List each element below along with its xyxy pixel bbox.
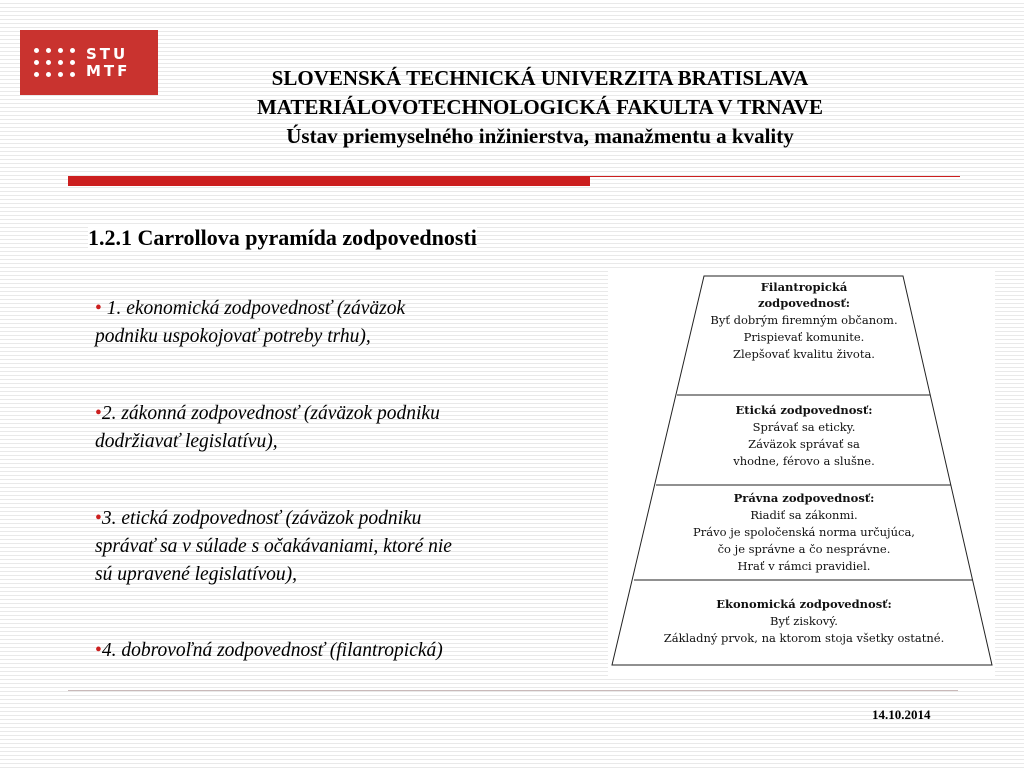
tier-line: Záväzok správať sa <box>748 437 860 451</box>
bullet-text: 4. dobrovoľná zodpovednosť (filantropická) <box>101 640 443 661</box>
pyramid-diagram <box>608 268 995 678</box>
tier-line: Prispievať komunite. <box>743 330 865 344</box>
bullet-text: správať sa v súlade s očakávaniami, ktoré nie <box>95 536 452 557</box>
tier-title: Ekonomická zodpovednosť: <box>716 597 892 611</box>
bullet-item-2 <box>95 400 440 456</box>
header-faculty: MATERIÁLOVOTECHNOLOGICKÁ FAKULTA V TRNAVE <box>256 95 824 119</box>
tier-line: Základný prvok, na ktorom stoja všetky ostatné. <box>663 631 945 645</box>
tier-line: vhodne, férovo a slušne. <box>733 454 875 468</box>
stu-mtf-logo <box>20 30 158 95</box>
logo-text <box>86 46 130 80</box>
tier-line: Byť ziskový. <box>770 614 838 628</box>
bullet-text: 3. etická zodpovednosť (záväzok podniku <box>101 508 422 529</box>
bullet-marker: • <box>95 403 102 424</box>
header-divider-thin <box>590 176 960 177</box>
bullet-text: sú upravené legislatívou), <box>95 564 297 585</box>
tier-line: Právo je spoločenská norma určujúca, <box>693 525 915 539</box>
section-title: 1.2.1 Carrollova pyramída zodpovednosti <box>88 225 477 250</box>
slide-header <box>140 64 940 151</box>
bullet-text: dodržiavať legislatívu), <box>95 431 278 452</box>
tier-line: Zlepšovať kvalitu života. <box>733 347 875 361</box>
bullet-text: podniku uspokojovať potreby trhu), <box>95 326 371 347</box>
logo-line-1: STU <box>86 44 129 63</box>
header-divider-thick <box>68 176 590 186</box>
tier-line: Hrať v rámci pravidiel. <box>737 559 871 573</box>
bullet-item-4 <box>95 637 443 665</box>
bullet-item-3 <box>95 505 452 589</box>
bullet-item-1 <box>95 295 405 351</box>
header-university: SLOVENSKÁ TECHNICKÁ UNIVERZITA BRATISLAVA <box>271 66 809 90</box>
logo-dots-icon <box>34 48 76 78</box>
tier-line: Riadiť sa zákonmi. <box>750 508 858 522</box>
footer-date: 14.10.2014 <box>872 707 931 722</box>
bullet-marker: • <box>95 298 102 319</box>
bullet-text: 2. zákonná zodpovednosť (záväzok podniku <box>101 403 440 424</box>
header-institute: Ústav priemyselného inžinierstva, manažmentu a kvality <box>286 124 794 148</box>
tier-title: Právna zodpovednosť: <box>733 491 875 505</box>
carroll-pyramid <box>608 268 995 678</box>
tier-line: Správať sa eticky. <box>752 420 856 434</box>
footer-divider <box>68 690 958 691</box>
bullet-text: 1. ekonomická zodpovednosť (záväzok <box>106 298 406 319</box>
bullet-marker: • <box>95 508 102 529</box>
tier-line: čo je správne a čo nesprávne. <box>717 542 891 556</box>
tier-title: zodpovednosť: <box>757 296 851 310</box>
logo-line-2: MTF <box>86 61 131 80</box>
tier-title: Etická zodpovednosť: <box>735 403 873 417</box>
bullet-marker: • <box>95 640 102 661</box>
tier-title: Filantropická <box>760 280 848 294</box>
tier-line: Byť dobrým firemným občanom. <box>710 313 898 327</box>
